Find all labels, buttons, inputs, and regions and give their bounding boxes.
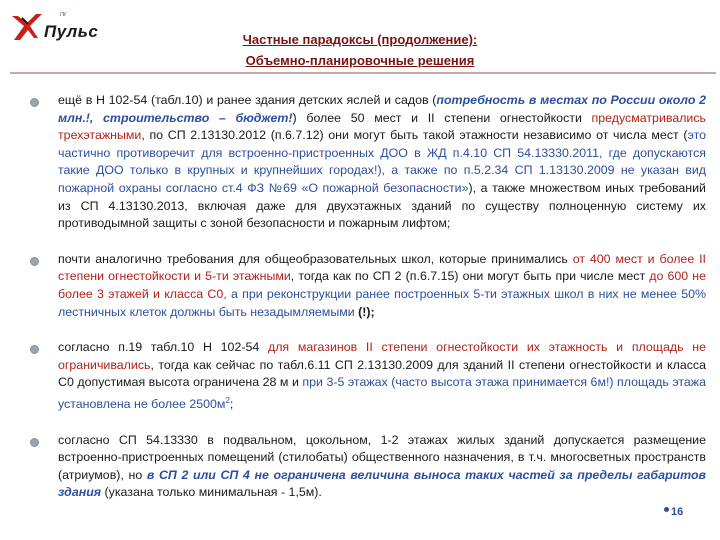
item-text: ещё в Н 102-54 (табл.10) и ранее здания детских яслей и садов ( — [58, 93, 437, 107]
logo-name: Пульс — [44, 22, 99, 41]
logo-small-text: ГК — [60, 12, 66, 18]
list-item — [0, 92, 720, 233]
item-text: согласно СП 54.13330 в подвальном, цокольном, 1-2 этажах жилых зданий допускается размещение встроенно-пристроенных помещений (стилобаты) общественного назначения, в т.ч. многосветных пространств (атриумов), но — [58, 432, 706, 482]
bullet-icon — [30, 257, 39, 266]
list-item — [0, 251, 720, 321]
item-text: , тогда как по СП 2 (п.6.7.15) они могут быть при числе мест — [290, 269, 650, 284]
title-line-2: Объемно-планировочные решения — [245, 53, 475, 68]
item-text: согласно п.19 табл.10 Н 102-54 — [58, 340, 268, 355]
item-note: ), а также по п.5.2.34 СП 1.13130.2009 не указан вид пожарной охраны согласно ст.4 ФЗ №69 «О пожарной безопасности» — [58, 163, 706, 195]
item-highlight: до 600 не более 3 этажей и класса С0 — [58, 269, 706, 301]
page-dot-icon — [664, 507, 669, 512]
page-number — [664, 506, 683, 518]
item-text: , тогда как сейчас по табл.6.11 СП 2.13130.2009 для зданий II степени огнестойкости и класса С0 допустимая высота ограничена 28 м и — [58, 357, 706, 390]
title-line-1: Частные парадоксы (продолжение): — [242, 32, 478, 47]
bullet-icon — [30, 345, 39, 354]
page-number-value: 16 — [671, 506, 684, 518]
item-text: ) более 50 мест и II степени огнестойкости — [292, 110, 592, 125]
item-text: (указана только минимальная - 1,5м). — [101, 485, 322, 500]
list-item — [0, 339, 720, 414]
item-note: при 3-5 этажах (часто высота этажа принимается 6м!) площадь этажа установлена не более 2500м — [58, 375, 706, 412]
bullet-list — [0, 92, 720, 520]
item-note: это частично противоречит для встроенно-пристроенных ДОО в ЖД п.4.10 СП 54.13330.2011, где допускаются такие ДОО только в крупных и крупнейших городах! — [58, 128, 706, 178]
item-text: ; — [229, 397, 234, 412]
slide-title — [0, 30, 720, 71]
list-item — [0, 432, 720, 502]
bullet-icon — [30, 98, 39, 107]
item-highlight: для магазинов II степени огнестойкости их этажность и площадь не ограничивались — [58, 340, 706, 372]
item-text: (!); — [354, 304, 375, 319]
item-text: ), а также множеством иных требований из СП 4.13130.2013, включая даже для двухэтажных зданий по существу полноценную систему их противодымной защиты с зоной безопасности и пожарным лифтом; — [58, 180, 706, 231]
title-divider — [10, 72, 716, 74]
item-text: , по СП 2.13130.2012 (п.6.7.12) они могут быть такой этажности независимо от числа мест ( — [141, 128, 688, 143]
item-emphasis: в СП 2 или СП 4 не ограничена величина выноса таких частей за пределы габаритов здания — [58, 467, 706, 500]
bullet-icon — [30, 438, 39, 447]
item-text: почти аналогично требования для общеобразовательных школ, которые принимались — [58, 251, 573, 266]
item-superscript: 2 — [225, 395, 230, 405]
item-highlight: от 400 мест и более II степени огнестойкости и 5-ти этажными — [58, 251, 706, 284]
item-note: , а при реконструкции ранее построенных 5-ти этажных школ в них не менее 50% лестничных клеток должны быть незадымляемыми — [58, 286, 706, 319]
item-emphasis: потребность в местах по России около 2 млн.!, строительство – бюджет! — [58, 93, 706, 125]
item-highlight: предусматривались трехэтажными — [58, 110, 707, 143]
